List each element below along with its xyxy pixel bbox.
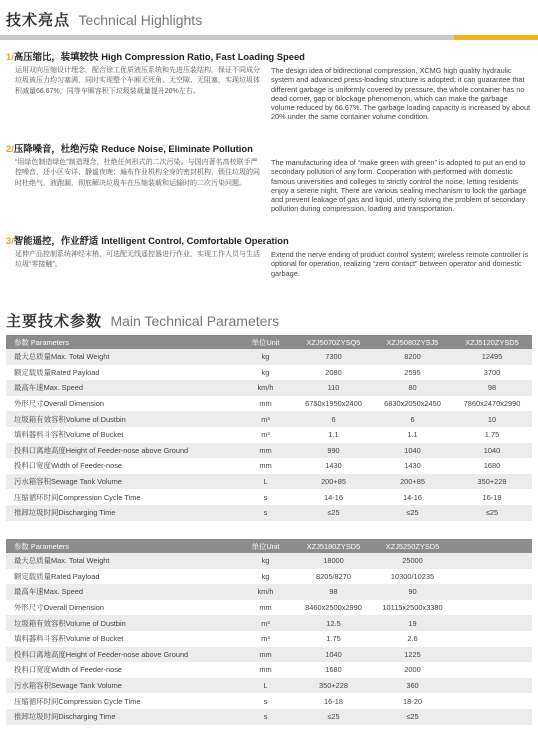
spec-table-2 bbox=[6, 539, 532, 725]
parameter-cell: 投料口宽度Width of Feeder-nose bbox=[14, 665, 123, 675]
value-cell bbox=[452, 662, 532, 678]
value-cell: 1225 bbox=[373, 647, 452, 663]
value-cell: 1040 bbox=[373, 443, 452, 459]
table-row bbox=[6, 709, 532, 725]
header-accent-bar bbox=[454, 35, 538, 40]
value-cell: 200+85 bbox=[294, 474, 373, 490]
value-cell bbox=[452, 569, 532, 585]
feature-text-zh: 运用双向压缩设计理念，配合徐工优质液压系统和先进压装结构，保证不同成分垃圾被压力均匀塞满，同时实现整个车厢无死角、无空隙、无阻塞，实现垃圾体积减量66.67%，同等车厢容积下垃圾装载量提升20%左右。 bbox=[15, 67, 260, 95]
unit-cell: mm bbox=[259, 603, 272, 613]
parameter-cell: 垃圾箱有效容积Volume of Dustbin bbox=[6, 411, 237, 427]
value-cell: 1680 bbox=[325, 665, 342, 675]
parameter-cell: 额定载质量Rated Payload bbox=[14, 571, 100, 581]
unit-cell: m³ bbox=[237, 411, 294, 427]
feature-title-en: Reduce Noise, Eliminate Pollution bbox=[101, 143, 253, 154]
parameter-cell: 最高车速Max. Speed bbox=[6, 380, 237, 396]
params-title-zh: 主要技术参数 bbox=[6, 313, 103, 330]
table-row bbox=[6, 458, 532, 474]
table-row bbox=[6, 365, 532, 381]
column-header-unit: 单位Unit bbox=[237, 539, 294, 553]
unit-cell: s bbox=[237, 505, 294, 521]
table-row bbox=[6, 380, 532, 396]
parameter-cell: 最高车速Max. Speed bbox=[6, 584, 237, 600]
column-header-model: XZJ5180ZYSD5 bbox=[294, 539, 373, 553]
parameter-cell: 外形尺寸Overall Dimension bbox=[14, 603, 104, 613]
table-row bbox=[6, 411, 532, 427]
value-cell: 360 bbox=[373, 678, 452, 694]
parameter-cell: 额定载质量Rated Payload bbox=[14, 367, 100, 377]
feature-text-en: The design idea of bidirectional compression, XCMG high quality hydraulic system and advanced press-loading structure is adopted; it can guarantee that different garbage is uniformly covered by pressure, the whole container has no dead corner, gap or blockage phenomenon, which can make the garbage volume reduced by 66.67%. The garbage loading capacity is increased by about 20% under the same container volume condition. bbox=[271, 66, 531, 122]
value-cell: 14-16 bbox=[403, 492, 422, 502]
unit-cell: kg bbox=[237, 349, 294, 365]
table-row bbox=[6, 584, 532, 600]
feature-title bbox=[6, 235, 532, 247]
feature-title-zh: 压降噪音，杜绝污染 bbox=[13, 143, 99, 154]
column-header-model: XZJ5120ZYSD5 bbox=[452, 335, 532, 349]
table-row bbox=[6, 631, 532, 647]
value-cell: 6750x1950x2400 bbox=[305, 399, 362, 409]
value-cell: 2080 bbox=[325, 367, 342, 377]
feature-text-zh: “用绿色制造绿色”制造理念，杜绝任何形式的二次污染。与国内著名高校联手严控噪音，还小区安详、静谧夜晚；遍布作业机构全身的密封机构，锁住垃圾的同时杜绝气、液跑漏，彻底解决垃圾车在压缩装载和运输时的二次污染问题。 bbox=[15, 159, 260, 187]
table-row bbox=[6, 569, 532, 585]
parameter-cell: 填料器料斗容积Volume of Bucket bbox=[14, 430, 124, 440]
value-cell: ≤25 bbox=[373, 709, 452, 725]
value-cell: 90 bbox=[373, 584, 452, 600]
value-cell: 990 bbox=[294, 443, 373, 459]
value-cell: 3700 bbox=[483, 367, 501, 377]
parameter-cell: 污水箱容积Sewage Tank Volume bbox=[6, 678, 237, 694]
unit-cell: kg bbox=[237, 553, 294, 569]
feature-text-en: Extend the nerve ending of product control system; wireless remote controller is optional for operation, realizing “zero contact” between operator and domestic garbage. bbox=[271, 250, 529, 278]
table-row bbox=[6, 489, 532, 505]
unit-cell: mm bbox=[259, 461, 272, 471]
unit-cell: s bbox=[237, 709, 294, 725]
table-row bbox=[6, 647, 532, 663]
header-divider bbox=[0, 35, 538, 40]
value-cell: 10 bbox=[452, 411, 532, 427]
value-cell: ≤25 bbox=[294, 709, 373, 725]
unit-cell: m³ bbox=[261, 430, 270, 440]
spec-table-1 bbox=[6, 335, 532, 521]
table-header-row bbox=[6, 335, 532, 349]
feature-3 bbox=[6, 235, 532, 278]
value-cell: 2000 bbox=[404, 665, 421, 675]
table-row bbox=[6, 474, 532, 490]
value-cell: 1430 bbox=[325, 461, 342, 471]
unit-cell: m³ bbox=[237, 615, 294, 631]
table-row bbox=[6, 600, 532, 616]
unit-cell: mm bbox=[237, 443, 294, 459]
feature-text-en: The manufacturing idea of “make green with green” is adopted to put an end to secondary pollution of any form. Cooperation with performed with domestic famous universities and colleges to strictly control the noise, letting residents enjoy a serene night. There are various sealing mechanism to lock the garbage and prevent leakage of gas and liquid, utterly solving the problem of secondary pollution during compression, loading and transportation. bbox=[271, 158, 527, 214]
parameter-cell: 污水箱容积Sewage Tank Volume bbox=[6, 474, 237, 490]
column-header-parameter: 参数 Parameters bbox=[6, 539, 237, 553]
header-title-en: Technical Highlights bbox=[78, 12, 203, 28]
feature-number: 1/ bbox=[6, 51, 14, 62]
value-cell: 6 bbox=[294, 411, 373, 427]
table-row bbox=[6, 693, 532, 709]
value-cell: 8200 bbox=[373, 349, 452, 365]
value-cell: ≤25 bbox=[294, 505, 373, 521]
value-cell: 25000 bbox=[373, 553, 452, 569]
parameter-cell: 推卸垃圾时间Discharging Time bbox=[6, 709, 237, 725]
feature-1 bbox=[6, 51, 532, 122]
value-cell: 6 bbox=[373, 411, 452, 427]
value-cell: 18-20 bbox=[403, 696, 422, 706]
value-cell: 350+228 bbox=[294, 678, 373, 694]
value-cell: 2595 bbox=[404, 367, 421, 377]
unit-cell: s bbox=[263, 492, 268, 502]
parameter-cell: 推卸垃圾时间Discharging Time bbox=[6, 505, 237, 521]
feature-title bbox=[6, 143, 532, 155]
params-section-title bbox=[6, 310, 279, 331]
feature-title bbox=[6, 51, 532, 63]
value-cell bbox=[452, 647, 532, 663]
value-cell: 200+85 bbox=[373, 474, 452, 490]
value-cell bbox=[452, 615, 532, 631]
value-cell: 10115x2500x3380 bbox=[382, 603, 443, 613]
params-title-en: Main Technical Parameters bbox=[110, 313, 280, 329]
value-cell bbox=[452, 693, 532, 709]
value-cell bbox=[452, 631, 532, 647]
value-cell: 80 bbox=[373, 380, 452, 396]
value-cell: 98 bbox=[452, 380, 532, 396]
parameter-cell: 最大总质量Max. Total Weight bbox=[6, 349, 237, 365]
table-row bbox=[6, 349, 532, 365]
column-header-parameter: 参数 Parameters bbox=[6, 335, 237, 349]
unit-cell: L bbox=[237, 474, 294, 490]
unit-cell: mm bbox=[259, 665, 272, 675]
value-cell: 16-18 bbox=[482, 492, 502, 502]
unit-cell: mm bbox=[237, 647, 294, 663]
table-row bbox=[6, 678, 532, 694]
value-cell: 8205/8270 bbox=[316, 571, 351, 581]
value-cell: ≤25 bbox=[452, 505, 532, 521]
value-cell: 18000 bbox=[294, 553, 373, 569]
value-cell bbox=[452, 678, 532, 694]
feature-text-zh: 延伸产品控制系统神经末梢，可选配无线遥控器进行作业，实现工作人员与生活垃圾“零接触”。 bbox=[15, 251, 260, 269]
value-cell: 1680 bbox=[483, 461, 501, 471]
feature-2 bbox=[6, 143, 532, 214]
column-header-unit: 单位Unit bbox=[237, 335, 294, 349]
unit-cell: km/h bbox=[237, 584, 294, 600]
value-cell: 7300 bbox=[294, 349, 373, 365]
value-cell bbox=[452, 600, 532, 616]
parameter-cell: 垃圾箱有效容积Volume of Dustbin bbox=[6, 615, 237, 631]
unit-cell: kg bbox=[261, 367, 270, 377]
value-cell: 98 bbox=[294, 584, 373, 600]
value-cell: 1040 bbox=[452, 443, 532, 459]
value-cell: 110 bbox=[294, 380, 373, 396]
feature-title-en: Intelligent Control, Comfortable Operation bbox=[101, 235, 289, 246]
value-cell: 12.5 bbox=[294, 615, 373, 631]
value-cell: ≤25 bbox=[373, 505, 452, 521]
value-cell: 2.6 bbox=[407, 634, 418, 644]
unit-cell: s bbox=[263, 696, 268, 706]
feature-number: 3/ bbox=[6, 235, 14, 246]
value-cell: 1.1 bbox=[407, 430, 418, 440]
parameter-cell: 投料口离地高度Height of Feeder-nose above Ground bbox=[6, 443, 237, 459]
unit-cell: km/h bbox=[237, 380, 294, 396]
value-cell: 1.75 bbox=[326, 634, 341, 644]
unit-cell: m³ bbox=[261, 634, 270, 644]
value-cell: 14-16 bbox=[324, 492, 343, 502]
value-cell: 12495 bbox=[452, 349, 532, 365]
parameter-cell: 最大总质量Max. Total Weight bbox=[6, 553, 237, 569]
value-cell: 1430 bbox=[404, 461, 421, 471]
value-cell: 7860x2470x2990 bbox=[463, 399, 521, 409]
column-header-model: XZJ5080ZYSJ5 bbox=[373, 335, 452, 349]
parameter-cell: 外形尺寸Overall Dimension bbox=[14, 399, 104, 409]
column-header-model bbox=[452, 539, 532, 553]
table-row bbox=[6, 553, 532, 569]
table-header-row bbox=[6, 539, 532, 553]
feature-title-en: High Compression Ratio, Fast Loading Speed bbox=[101, 51, 305, 62]
value-cell: 1040 bbox=[294, 647, 373, 663]
value-cell: 6830x2050x2450 bbox=[384, 399, 441, 409]
value-cell: 350+228 bbox=[452, 474, 532, 490]
table-row bbox=[6, 505, 532, 521]
feature-title-zh: 高压缩比，装填较快 bbox=[13, 51, 99, 62]
value-cell: 8460x2500x2990 bbox=[305, 603, 362, 613]
unit-cell: kg bbox=[261, 571, 270, 581]
parameter-cell: 投料口宽度Width of Feeder-nose bbox=[14, 461, 123, 471]
value-cell bbox=[452, 584, 532, 600]
value-cell: 1.75 bbox=[484, 430, 500, 440]
table-row bbox=[6, 396, 532, 412]
value-cell bbox=[452, 553, 532, 569]
value-cell: 19 bbox=[373, 615, 452, 631]
value-cell: 10300/10235 bbox=[390, 571, 435, 581]
unit-cell: L bbox=[237, 678, 294, 694]
value-cell bbox=[452, 709, 532, 725]
feature-number: 2/ bbox=[6, 143, 14, 154]
parameter-cell: 投料口离地高度Height of Feeder-nose above Ground bbox=[6, 647, 237, 663]
table-row bbox=[6, 443, 532, 459]
table-row bbox=[6, 615, 532, 631]
parameter-cell: 填料器料斗容积Volume of Bucket bbox=[14, 634, 124, 644]
value-cell: 1.1 bbox=[328, 430, 339, 440]
table-row bbox=[6, 662, 532, 678]
column-header-model: XZJ5070ZYSQ5 bbox=[294, 335, 373, 349]
parameter-cell: 压缩循环时间Compression Cycle Time bbox=[14, 696, 141, 706]
value-cell: 16-18 bbox=[324, 696, 343, 706]
column-header-model: XZJ5250ZYSD5 bbox=[373, 539, 452, 553]
feature-title-zh: 智能遥控，作业舒适 bbox=[13, 235, 99, 246]
table-row bbox=[6, 427, 532, 443]
header-title-zh: 技术亮点 bbox=[6, 12, 71, 29]
parameter-cell: 压缩循环时间Compression Cycle Time bbox=[14, 492, 141, 502]
unit-cell: mm bbox=[259, 399, 272, 409]
